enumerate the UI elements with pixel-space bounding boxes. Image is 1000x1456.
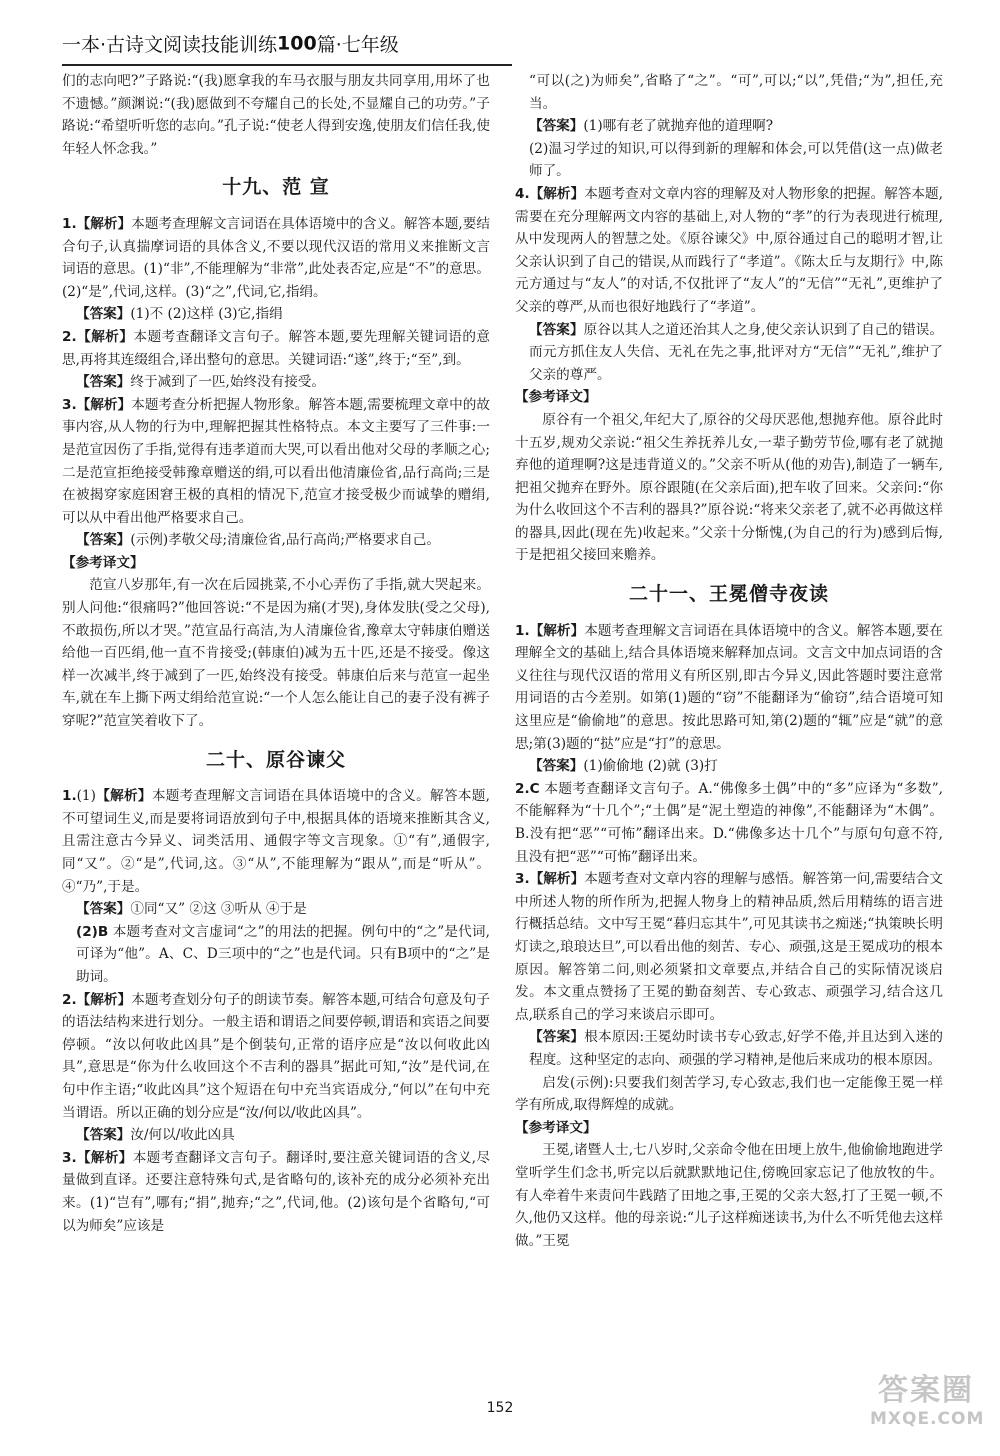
reference-translation-text: 王冕,诸暨人士,七八岁时,父亲命令他在田埂上放牛,他偷偷地跑进学堂听学生们念书,听完以后就默默地记住,傍晚回家忘记了他放牧的牛。有人牵着牛来责问牛践踏了田地之事,王冕的父亲大怒,打了王冕一顿,不久,他仍又这样。他的母亲说:“儿子这样痴迷读书,为什么不听凭他去这样做。”王冕: [515, 1142, 943, 1249]
question-3-answer-2: 启发(示例):只要我们刻苦学习,专心致志,我们也一定能像王冕一样学有所成,取得辉煌的成就。: [515, 1074, 943, 1114]
book-title: 一本·古诗文阅读技能训练: [62, 34, 278, 56]
running-header: [62, 30, 960, 62]
section-title-19: 十九、范 宣: [222, 176, 330, 199]
question-2-answer: 【答案】终于减到了一匹,始终没有接受。: [76, 374, 326, 391]
question-3-analysis-continued: “可以(之)为师矣”,省略了“之”。“可”,可以;“以”,凭借;“为”,担任,充当。: [529, 73, 943, 112]
right-column: [515, 70, 943, 1252]
question-4-analysis: 4.【解析】本题考查对文章内容的理解及对人物形象的把握。解答本题,需要在充分理解两文内容的基础上,对人物的“孝”的行为表现进行梳理,从中发现两人的智慧之处。《原谷谏父》中,原谷通过自己的聪明才智,让父亲认识到了自己的错误,从而践行了“孝道”。《陈太丘与友期行》中,陈元方通过与“友人”的对话,不仅批评了“友人”的“无信”“无礼”,更维护了父亲的尊严,从而也很好地践行了“孝道”。: [515, 185, 943, 315]
header-rule: [62, 64, 512, 66]
left-column: [62, 70, 490, 1237]
question-1-analysis: 1.(1)【解析】本题考查理解文言词语在具体语境中的含义。解答本题,不可望词生义,而是要将词语放到句子中,根据具体的语境来推断其含义,且需注意古今异义、词类活用、通假字等文言现象。①“有”,通假字,同“又”。②“是”,代词,这。③“从”,不能理解为“跟从”,而是“听从”。④“乃”,于是。: [62, 788, 491, 895]
question-2-analysis: 2.【解析】本题考查划分句子的朗读节奏。解答本题,可结合句意及句子的语法结构来进行划分。一般主语和谓语之间要停顿,谓语和宾语之间要停顿。“汝以何收此凶具”是个倒装句,正常的语序应是“汝以何收此凶具”,意思是“你为什么收回这个不吉利的器具”据此可知,“汝”是代词,在句中作主语;“收此凶具”这个短语在句中充当宾语成分,“何以”在句中充当谓语。所以正确的划分应是“汝/何以/收此凶具”。: [62, 991, 490, 1121]
site-watermark: [870, 1373, 985, 1444]
question-3-answer-2: (2)温习学过的知识,可以得到新的理解和体会,可以凭借(这一点)做老师了。: [529, 140, 943, 180]
question-2-analysis: 2.C 本题考查翻译文言句子。A.“佛像多土偶”中的“多”应译为“多数”,不能解释为“十几个”;“土偶”是“泥土塑造的神像”,不能翻译为“木偶”。B.没有把“恶”“可怖”翻译出来。D.“佛像多达十几个”与原句句意不符,且没有把“恶”“可怖”翻译出来。: [515, 780, 943, 865]
question-3-analysis: 3.【解析】本题考查翻译文言句子。翻译时,要注意关键词语的含义,尽量做到直译。还要注意特殊句式,是省略句的,该补充的成分必须补充出来。(1)“岂有”,哪有;“捐”,抛弃;“之”,代词,他。(2)该句是个省略句,“可以为师矣”应该是: [62, 1149, 491, 1234]
question-2-answer: 【答案】汝/何以/收此凶具: [76, 1127, 235, 1144]
question-3-answer: 【答案】(示例)孝敬父母;清廉俭省,品行高尚;严格要求自己。: [76, 532, 440, 549]
page-number: 152: [486, 1400, 514, 1416]
question-3-analysis: 3.【解析】本题考查分析把握人物形象。解答本题,需要梳理文章中的故事内容,从人物的行为中,理解把握其性格特点。本文主要写了三件事:一是范宣因伤了手指,觉得有违孝道而大哭,可以看出他对父母的孝顺之心;二是范宣拒绝接受韩豫章赠送的绢,可以看出他清廉俭省,品行高尚;三是在被揭穿家庭困窘王极的真相的情况下,范宣才接受极少而诚挚的赠绢,可以从中看出他严格要求自己。: [62, 396, 490, 526]
question-1b-analysis: (2)B 本题考查对文言虚词“之”的用法的把握。例句中的“之”是代词,可译为“他”。A、C、D三项中的“之”也是代词。只有B项中的“之”是助词。: [76, 923, 490, 985]
reference-translation-label: 【参考译文】: [515, 389, 597, 406]
section-title-21: 二十一、王冕僧寺夜读: [628, 583, 829, 606]
section-title-20: 二十、原谷谏父: [205, 748, 346, 771]
question-1-answer: 【答案】①同“又” ②这 ③听从 ④于是: [76, 901, 307, 918]
question-1-answer: 【答案】(1)偷偷地 (2)就 (3)打: [529, 758, 718, 775]
question-3-answer: 【答案】根本原因:王冕幼时读书专心致志,好学不倦,并且达到入迷的程度。这种坚定的志向、顽强的学习精神,是他后来成功的根本原因。: [529, 1029, 944, 1068]
question-1-answer: 【答案】(1)不 (2)这样 (3)它,指绢: [76, 306, 283, 323]
reference-translation-text: 原谷有一个祖父,年纪大了,原谷的父母厌恶他,想抛弃他。原谷此时十五岁,规劝父亲说:“祖父生养抚养儿女,一辈子勤劳节俭,哪有老了就抛弃他的道理啊?这是违背道义的。”父亲不听从(他的劝告),制造了一辆车,把祖父抛弃在野外。原谷跟随(在父亲后面),把车收了回来。父亲问:“你为什么收回这个不吉利的器具?”原谷说:“将来父亲老了,就不必再做这样的器具,因此(现在先)收起来。”父亲十分惭愧,(为自己的行为)感到后悔,于是把祖父接回来赡养。: [515, 411, 943, 564]
question-4-answer: 【答案】原谷以其人之道还治其人之身,使父亲认识到了自己的错误。而元方抓住友人失信、无礼在先之事,批评对方“无信”“无礼”,维护了父亲的尊严。: [529, 321, 943, 383]
question-3-answer: 【答案】(1)哪有老了就抛弃他的道理啊?: [529, 118, 774, 135]
reference-translation-text: 范宣八岁那年,有一次在后园挑菜,不小心弄伤了手指,就大哭起来。别人问他:“很痛吗?”他回答说:“不是因为痛(才哭),身体发肤(受之父母),不敢损伤,所以才哭。”范宣品行高洁,为人清廉俭省,豫章太守韩康伯赠送给他一百匹绢,他一直不肯接受;(韩康伯)减为五十匹,还是不接受。像这样一次减半,终于减到了一匹,始终没有接受。韩康伯后来与范宣一起坐车,就在车上撕下两丈绢给范宣说:“一个人怎么能让自己的妻子没有裤子穿呢?”范宣笑着收下了。: [62, 577, 490, 730]
watermark-top: 答案圈: [878, 1373, 974, 1408]
reference-translation-label: 【参考译文】: [62, 554, 144, 571]
book-count: 100: [277, 32, 317, 55]
question-1-analysis: 1.【解析】本题考查理解文言词语在具体语境中的含义。解答本题,要在理解全文的基础上,结合具体语境来解释加点词。文言文中加点词语的含义往往与现代汉语的常用义有所区别,即古今异义,因此答题时要注意常用词语的古今差别。如第(1)题的“窃”不能翻译为“偷窃”,结合语境可知这里应是“偷偷地”的意思。按此思路可知,第(2)题的“辄”应是“就”的意思;第(3)题的“挞”应是“打”的意思。: [515, 622, 943, 752]
watermark-bottom: MXQE.COM: [870, 1409, 985, 1429]
question-3-analysis: 3.【解析】本题考查对文章内容的理解与感悟。解答第一问,需要结合文中所述人物的所作所为,把握人物身上的精神品质,然后用精练的语言进行概括总结。文中写王冕“暮归忘其牛”,可见其读书之痴迷;“执策映长明灯读之,琅琅达旦”,可以看出他的刻苦、专心、顽强,这是王冕成功的根本原因。解答第二问,则必须紧扣文章要点,并结合自己的实际情况谈启发。本文重点赞扬了王冕的勤奋刻苦、专心致志、顽强学习,结合这几点,联系自己的学习来谈启示即可。: [515, 871, 943, 1023]
book-suffix: 篇·七年级: [316, 34, 399, 56]
question-2-analysis: 2.【解析】本题考查翻译文言句子。解答本题,要先理解关键词语的意思,再将其连缀组合,译出整句的意思。关键词语:“遂”,终于;“至”,到。: [62, 328, 491, 368]
intro-paragraph: 们的志向吧?”子路说:“(我)愿拿我的车马衣服与朋友共同享用,用坏了也不遗憾。”颜渊说:“(我)愿做到不夸耀自己的长处,不显耀自己的功劳。”子路说:“希望听听您的志向。”孔子说:“使老人得到安逸,使朋友们信任我,使年轻人怀念我。”: [62, 73, 490, 157]
reference-translation-label: 【参考译文】: [515, 1119, 597, 1136]
question-1-analysis: 1.【解析】本题考查理解文言词语在具体语境中的含义。解答本题,要结合句子,认真揣摩词语的具体含义,不要以现代汉语的常用义来推断文言词语的意思。(1)“非”,不能理解为“非常”,此处表否定,应是“不”的意思。(2)“是”,代词,这样。(3)“之”,代词,它,指绢。: [62, 215, 490, 300]
